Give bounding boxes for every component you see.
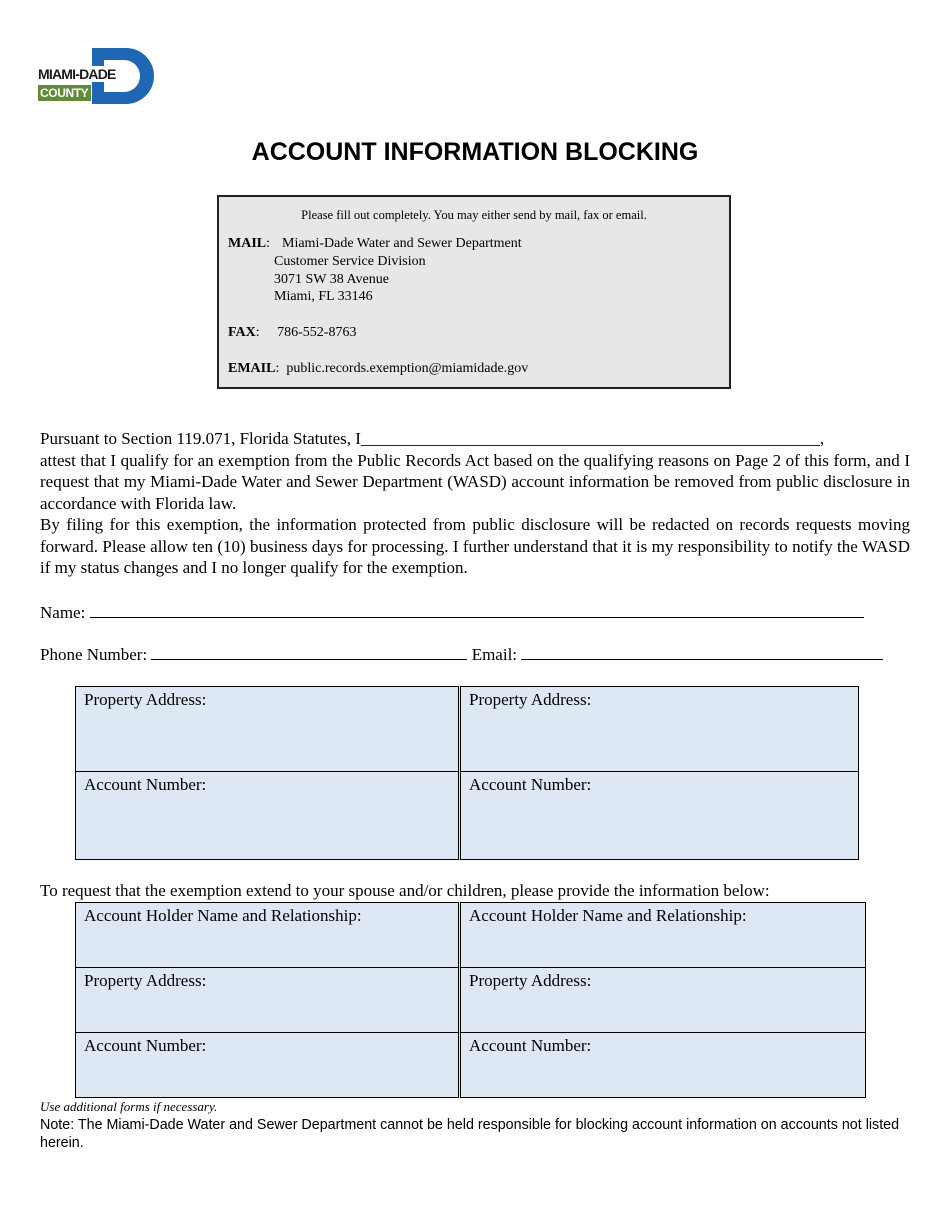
table-row [76, 903, 866, 968]
county-logo [38, 48, 156, 106]
processing-text: By filing for this exemption, the information protected from public disclosure will be redacted on records requests moving forward. Please allow ten (10) business days for processing. I further understand that it is my responsibility to notify the WASD if my status changes and I no longer qualify for the exemption. [40, 515, 910, 577]
property-address-cell-1[interactable]: Property Address: [76, 687, 460, 772]
mail-label: MAIL [228, 236, 267, 251]
logo-text-miami-dade: MIAMI-DADE [38, 66, 116, 82]
email-row: EMAIL: public.records.exemption@miamidade.gov [228, 361, 529, 376]
holder-name-cell-2[interactable]: Account Holder Name and Relationship: [460, 903, 866, 968]
phone-label: Phone Number: [40, 645, 148, 664]
email-address: public.records.exemption@miamidade.gov [286, 361, 529, 376]
name-field[interactable] [90, 602, 864, 618]
attestation-text: attest that I qualify for an exemption from the Public Records Act based on the qualifying reasons on Page 2 of this form, and I request that my Miami-Dade Water and Sewer Department (WASD) account information be removed from public disclosure in accordance with Florida law. [40, 450, 910, 513]
fax-row: FAX: 786-552-8763 [228, 325, 357, 340]
attestation-paragraph [40, 428, 910, 579]
table-row [76, 968, 866, 1033]
property-address-cell-2[interactable]: Property Address: [460, 687, 859, 772]
footnote: Use additional forms if necessary. [40, 1099, 218, 1114]
mail-row: MAIL: [228, 236, 274, 251]
email-label: EMAIL [228, 361, 276, 376]
family-account-number-cell-2[interactable]: Account Number: [460, 1033, 866, 1098]
mail-line-4: Miami, FL 33146 [274, 289, 373, 304]
account-number-cell-2[interactable]: Account Number: [460, 772, 859, 860]
account-table [75, 686, 859, 860]
instructions-text: Please fill out completely. You may either send by mail, fax or email. [301, 208, 647, 222]
disclaimer-note: Note: The Miami-Dade Water and Sewer Department cannot be held responsible for blocking account information on accounts not listed herein. [40, 1117, 900, 1151]
table-row [76, 772, 859, 860]
family-property-address-cell-2[interactable]: Property Address: [460, 968, 866, 1033]
fax-label: FAX [228, 325, 256, 340]
family-account-table [75, 902, 866, 1098]
name-label: Name: [40, 603, 86, 622]
holder-name-cell-1[interactable]: Account Holder Name and Relationship: [76, 903, 460, 968]
spouse-intro-text: To request that the exemption extend to your spouse and/or children, please provide the information below: [40, 881, 770, 900]
attestation-line-1[interactable]: Pursuant to Section 119.071, Florida Statutes, I______________________________________________________, [40, 429, 825, 448]
account-number-cell-1[interactable]: Account Number: [76, 772, 460, 860]
email-field-label: Email: [471, 645, 518, 664]
name-field-row [40, 602, 864, 623]
phone-field[interactable] [151, 644, 467, 660]
submission-info-box [217, 195, 731, 389]
email-field[interactable] [521, 644, 883, 660]
table-row [76, 687, 859, 772]
page-title: ACCOUNT INFORMATION BLOCKING [251, 138, 699, 166]
mail-line-3: 3071 SW 38 Avenue [274, 272, 389, 287]
mail-line-1: Miami-Dade Water and Sewer Department [282, 236, 522, 251]
mail-line-2: Customer Service Division [274, 254, 426, 269]
table-row [76, 1033, 866, 1098]
contact-field-row [40, 644, 883, 665]
fax-number: 786-552-8763 [277, 325, 357, 340]
logo-text-county: COUNTY [38, 85, 91, 101]
family-account-number-cell-1[interactable]: Account Number: [76, 1033, 460, 1098]
family-property-address-cell-1[interactable]: Property Address: [76, 968, 460, 1033]
